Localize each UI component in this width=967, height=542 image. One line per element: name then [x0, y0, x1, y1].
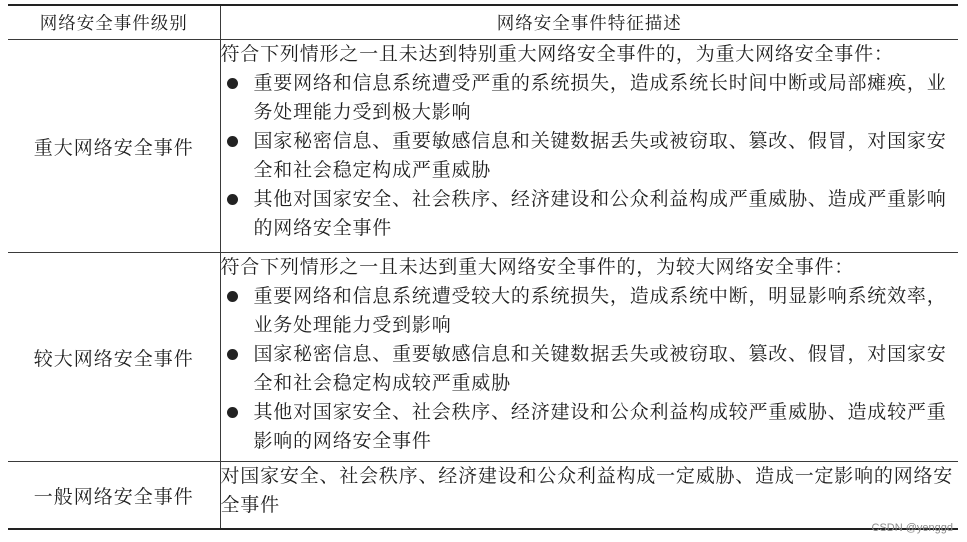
criteria-list	[221, 282, 959, 456]
description-intro: 符合下列情形之一且未达到重大网络安全事件的，为较大网络安全事件：	[220, 256, 855, 278]
bullet-icon	[227, 194, 238, 205]
incident-level-table	[8, 4, 958, 530]
description-intro: 符合下列情形之一且未达到特别重大网络安全事件的，为重大网络安全事件：	[220, 43, 894, 65]
criteria-item	[221, 69, 959, 127]
incident-level-table-container	[8, 4, 958, 530]
level-cell: 一般网络安全事件	[8, 462, 220, 530]
level-cell: 较大网络安全事件	[8, 253, 220, 462]
description-cell	[220, 462, 958, 530]
criteria-text: 其他对国家安全、社会秩序、经济建设和公众利益构成严重威胁、造成严重影响的网络安全事件	[253, 188, 947, 239]
bullet-icon	[227, 349, 238, 360]
column-header-description: 网络安全事件特征描述	[220, 5, 958, 40]
column-header-level: 网络安全事件级别	[8, 5, 220, 40]
description-cell	[220, 40, 958, 253]
criteria-text: 重要网络和信息系统遭受严重的系统损失，造成系统长时间中断或局部瘫痪，业务处理能力受到极大影响	[253, 72, 947, 123]
bullet-icon	[227, 291, 238, 302]
criteria-item	[221, 127, 959, 185]
criteria-text: 国家秘密信息、重要敏感信息和关键数据丢失或被窃取、篡改、假冒，对国家安全和社会稳定构成较严重威胁	[253, 343, 947, 394]
table-row-general	[8, 462, 958, 530]
criteria-item	[221, 282, 959, 340]
watermark: CSDN @yenggd	[871, 522, 953, 534]
description-cell	[220, 253, 958, 462]
bullet-icon	[227, 407, 238, 418]
criteria-item	[221, 340, 959, 398]
criteria-item	[221, 398, 959, 456]
level-cell: 重大网络安全事件	[8, 40, 220, 253]
table-row-significant	[8, 253, 958, 462]
criteria-text: 重要网络和信息系统遭受较大的系统损失，造成系统中断，明显影响系统效率，业务处理能力受到影响	[253, 285, 947, 336]
table-row-major	[8, 40, 958, 253]
bullet-icon	[227, 78, 238, 89]
criteria-list	[221, 69, 959, 243]
criteria-item	[221, 185, 959, 243]
bullet-icon	[227, 136, 238, 147]
description-intro: 对国家安全、社会秩序、经济建设和公众利益构成一定威胁、造成一定影响的网络安全事件	[220, 465, 954, 516]
table-header-row	[8, 5, 958, 40]
criteria-text: 国家秘密信息、重要敏感信息和关键数据丢失或被窃取、篡改、假冒，对国家安全和社会稳定构成严重威胁	[253, 130, 947, 181]
criteria-text: 其他对国家安全、社会秩序、经济建设和公众利益构成较严重威胁、造成较严重影响的网络安全事件	[253, 401, 947, 452]
